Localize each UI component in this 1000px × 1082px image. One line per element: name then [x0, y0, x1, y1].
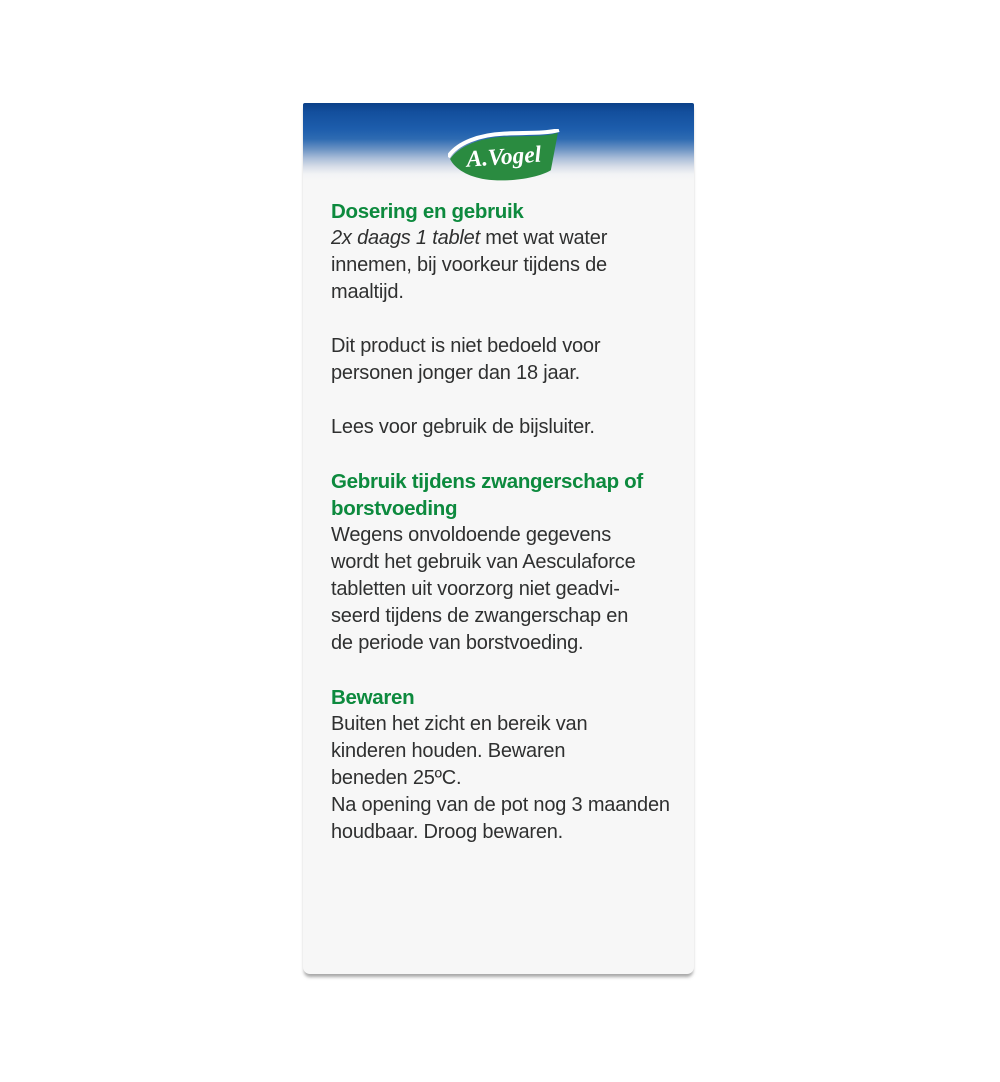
- panel-text: [331, 198, 671, 846]
- text-segment: Dosering en gebruik: [331, 200, 524, 223]
- text-segment: seerd tijdens de zwangerschap en: [331, 605, 629, 627]
- text-line: [331, 252, 671, 279]
- text-line: [331, 333, 671, 360]
- text-segment: Na opening van de pot nog 3 maanden: [331, 794, 670, 816]
- text-segment: borstvoeding: [331, 497, 458, 520]
- body-paragraph: [331, 522, 671, 657]
- section-heading: [331, 468, 671, 522]
- text-segment: Dit product is niet bedoeld voor: [331, 335, 601, 357]
- text-segment: tabletten uit voorzorg niet geadvi-: [331, 578, 620, 600]
- text-segment: personen jonger dan 18 jaar.: [331, 362, 581, 384]
- text-line: [331, 792, 671, 819]
- avogel-logo: [448, 129, 560, 183]
- text-line: [331, 819, 671, 846]
- text-line: [331, 630, 671, 657]
- section-heading: [331, 198, 671, 225]
- text-segment: Bewaren: [331, 686, 415, 709]
- body-paragraph: [331, 225, 671, 306]
- text-line: [331, 198, 671, 225]
- section-heading: [331, 684, 671, 711]
- body-paragraph: [331, 711, 671, 846]
- text-line: [331, 279, 671, 306]
- text-line: [331, 468, 671, 495]
- text-segment: Gebruik tijdens zwangerschap of: [331, 470, 643, 493]
- text-line: [331, 576, 671, 603]
- text-segment: met wat water: [479, 227, 608, 249]
- text-line: [331, 738, 671, 765]
- text-line: [331, 711, 671, 738]
- text-segment: Lees voor gebruik de bijsluiter.: [331, 416, 595, 438]
- text-line: [331, 360, 671, 387]
- text-segment: kinderen houden. Bewaren: [331, 740, 566, 762]
- body-paragraph: [331, 414, 671, 441]
- text-line: [331, 603, 671, 630]
- text-segment: Buiten het zicht en bereik van: [331, 713, 588, 735]
- text-segment: de periode van borstvoeding.: [331, 632, 584, 654]
- text-segment: wordt het gebruik van Aesculaforce: [331, 551, 636, 573]
- text-line: [331, 549, 671, 576]
- text-line: [331, 522, 671, 549]
- logo-text: A.Vogel: [465, 141, 543, 173]
- text-segment: beneden 25ºC.: [331, 767, 462, 789]
- text-line: [331, 684, 671, 711]
- text-line: [331, 414, 671, 441]
- body-paragraph: [331, 333, 671, 387]
- italic-text-segment: 2x daags 1 tablet: [331, 227, 480, 249]
- text-segment: innemen, bij voorkeur tijdens de: [331, 254, 607, 276]
- package-panel: [303, 103, 694, 974]
- text-segment: maaltijd.: [331, 281, 404, 303]
- text-line: [331, 495, 671, 522]
- text-segment: Wegens onvoldoende gegevens: [331, 524, 612, 546]
- text-line: [331, 765, 671, 792]
- text-line: [331, 225, 671, 252]
- text-segment: houdbaar. Droog bewaren.: [331, 821, 564, 843]
